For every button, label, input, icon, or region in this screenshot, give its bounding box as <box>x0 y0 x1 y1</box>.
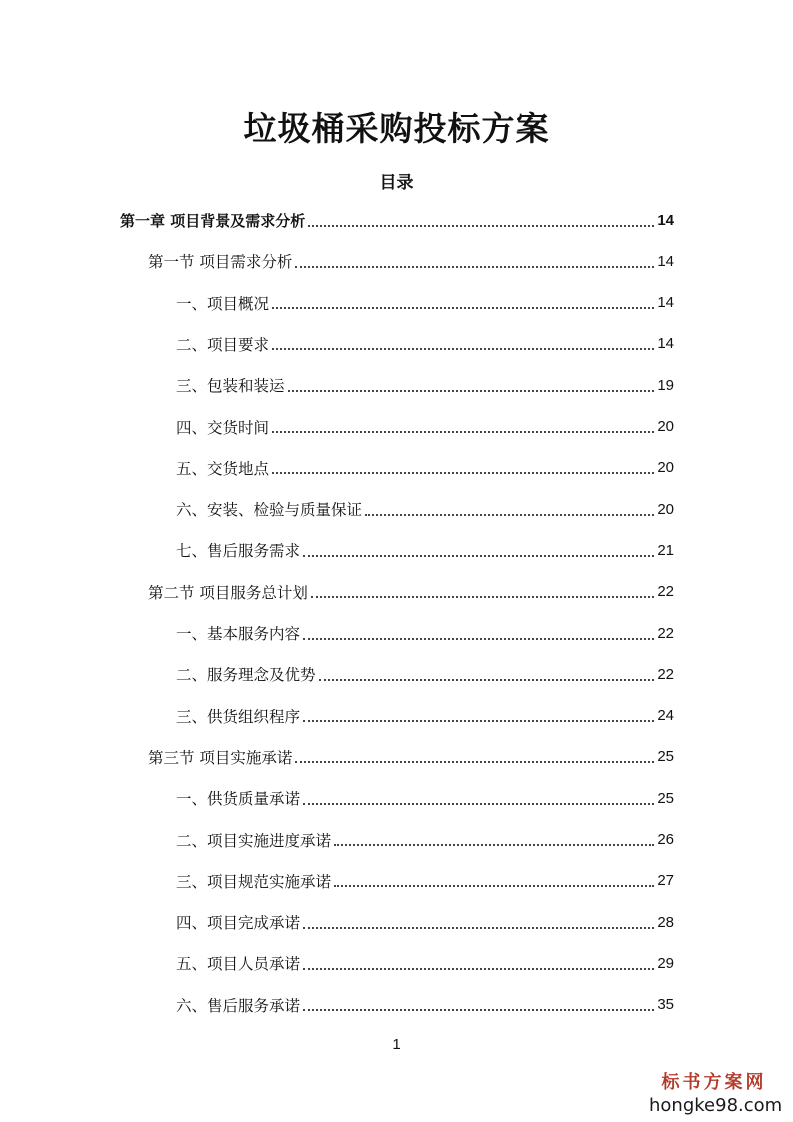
toc-entry-label: 五、交货地点 <box>176 459 270 478</box>
toc-entry[interactable] <box>176 904 674 940</box>
toc-leader-dots <box>303 967 654 970</box>
toc-entry-label: 二、项目要求 <box>176 335 270 354</box>
toc-entry-label: 一、供货质量承诺 <box>176 790 301 809</box>
toc-leader-dots <box>319 678 655 681</box>
toc-entry-label: 三、包装和装运 <box>176 377 285 396</box>
page-number: 1 <box>392 1036 401 1053</box>
toc-entry-label: 七、售后服务需求 <box>176 542 301 561</box>
toc-leader-dots <box>303 554 654 557</box>
toc-entry[interactable] <box>148 574 674 610</box>
toc-leader-dots <box>288 389 655 392</box>
toc-entry-page: 14 <box>657 335 674 353</box>
toc-entry-page: 21 <box>657 541 674 559</box>
toc-entry-label: 五、项目人员承诺 <box>176 955 301 974</box>
toc-leader-dots <box>334 884 654 887</box>
toc-leader-dots <box>303 1008 654 1011</box>
toc-entry[interactable] <box>176 615 674 651</box>
toc-entry-label: 三、项目规范实施承诺 <box>176 872 332 891</box>
toc-leader-dots <box>311 595 654 598</box>
toc-entry-label: 第三节 项目实施承诺 <box>148 748 293 767</box>
watermark-name: 标书方案网 <box>661 1072 767 1093</box>
toc-entry[interactable] <box>176 409 674 445</box>
toc-leader-dots <box>272 471 654 474</box>
toc-leader-dots <box>303 719 654 722</box>
toc-entry[interactable] <box>176 367 674 403</box>
watermark-url: hongke98.com <box>649 1095 783 1116</box>
site-watermark <box>649 1068 783 1116</box>
toc-entry-page: 25 <box>657 748 674 766</box>
toc-entry[interactable] <box>176 656 674 692</box>
toc-entry[interactable] <box>176 698 674 734</box>
toc-leader-dots <box>272 306 654 309</box>
toc-leader-dots <box>272 430 654 433</box>
toc-entry-page: 14 <box>657 252 674 270</box>
toc-entry[interactable] <box>148 739 674 775</box>
toc-leader-dots <box>334 843 654 846</box>
toc-entry-page: 24 <box>657 707 674 725</box>
toc-entry-page: 20 <box>657 418 674 435</box>
document-title: 垃圾桶采购投标方案 <box>243 109 550 148</box>
toc-entry[interactable] <box>176 491 674 527</box>
toc-entry[interactable] <box>176 945 674 981</box>
toc-entry-page: 22 <box>657 583 674 601</box>
toc-entry-label: 一、项目概况 <box>176 294 270 313</box>
toc-entry[interactable] <box>176 780 674 816</box>
toc-entry-page: 20 <box>657 500 674 518</box>
toc-leader-dots <box>295 265 654 268</box>
toc-leader-dots <box>303 637 654 640</box>
toc-entry-label: 二、项目实施进度承诺 <box>176 831 332 850</box>
toc-entry-page: 22 <box>657 624 674 642</box>
toc-entry-page: 28 <box>657 913 674 931</box>
toc-leader-dots <box>303 802 654 805</box>
toc-entry-label: 四、项目完成承诺 <box>176 914 301 933</box>
toc-entry-page: 14 <box>657 294 674 312</box>
toc-entry-page: 20 <box>657 459 674 477</box>
toc-entry-page: 22 <box>657 665 674 683</box>
toc-entry[interactable] <box>120 202 674 238</box>
toc-entry-label: 六、售后服务承诺 <box>176 996 301 1015</box>
toc-entry[interactable] <box>176 326 674 362</box>
toc-entry[interactable] <box>176 822 674 858</box>
toc-entry-page: 25 <box>657 789 674 807</box>
toc-leader-dots <box>303 926 654 929</box>
toc-entry-label: 第一节 项目需求分析 <box>148 253 293 272</box>
toc-entry[interactable] <box>148 243 674 279</box>
toc-leader-dots <box>308 224 654 227</box>
toc-entry-label: 一、基本服务内容 <box>176 625 301 643</box>
toc-entry-label: 三、供货组织程序 <box>176 707 301 726</box>
toc-entry-page: 14 <box>657 211 674 229</box>
toc-entry[interactable] <box>176 285 674 321</box>
toc-entry-page: 19 <box>657 376 674 394</box>
toc-entry-label: 四、交货时间 <box>176 418 270 437</box>
toc-entry-label: 第二节 项目服务总计划 <box>148 583 308 602</box>
toc-leader-dots <box>295 760 654 763</box>
toc-entry[interactable] <box>176 532 674 568</box>
toc-leader-dots <box>272 347 654 350</box>
toc-entry[interactable] <box>176 450 674 486</box>
toc-entry-page: 35 <box>657 996 674 1014</box>
toc-leader-dots <box>365 513 654 516</box>
toc-entry-page: 26 <box>657 831 674 848</box>
toc-entry[interactable] <box>176 863 674 899</box>
toc-entry[interactable] <box>176 987 674 1023</box>
toc-entry-page: 27 <box>657 872 674 890</box>
toc-entry-page: 29 <box>657 954 674 972</box>
toc-entry-label: 六、安装、检验与质量保证 <box>176 501 363 520</box>
toc-entry-label: 二、服务理念及优势 <box>176 666 316 685</box>
toc-heading: 目录 <box>379 173 414 193</box>
toc-entry-label: 第一章 项目背景及需求分析 <box>120 211 306 230</box>
